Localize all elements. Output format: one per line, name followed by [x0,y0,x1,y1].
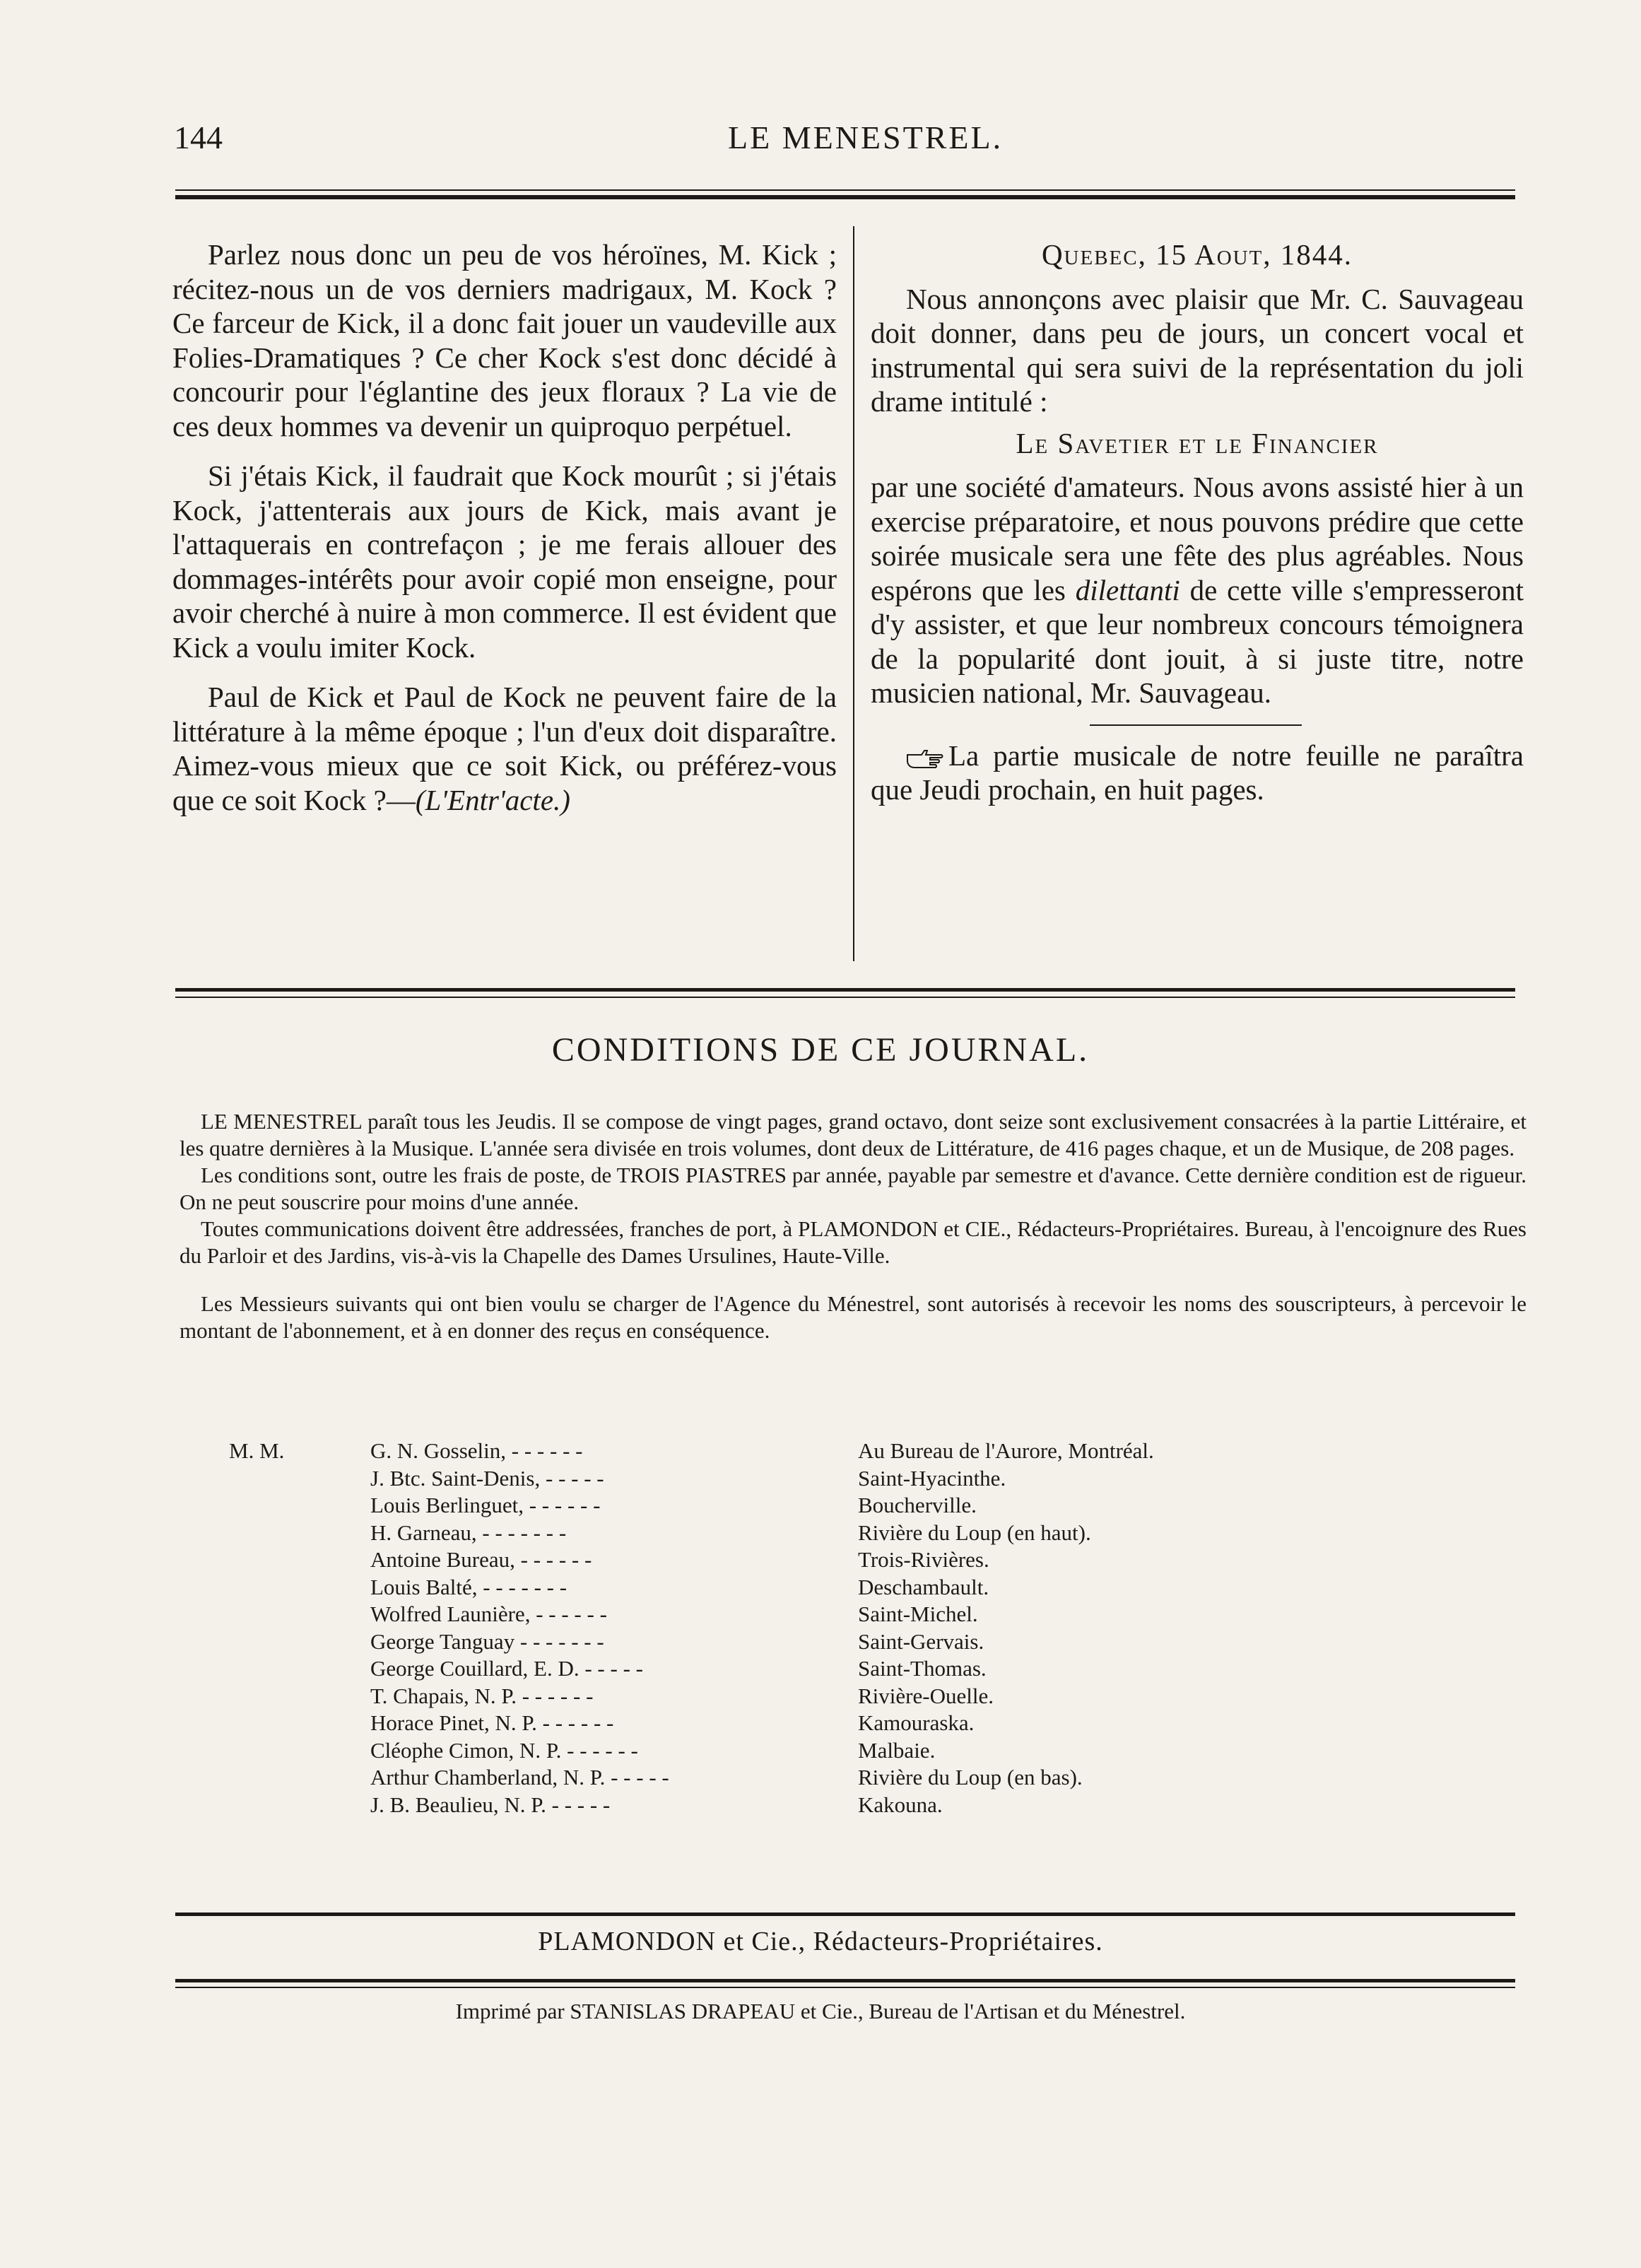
agent-name: G. N. Gosselin, - - - - - - [370,1438,583,1463]
agent-row [180,1628,1527,1656]
agent-name: Horace Pinet, N. P. - - - - - - [370,1710,614,1735]
agent-row [180,1465,1527,1493]
section-rule-thick [175,988,1515,992]
agent-location: Saint-Gervais. [858,1628,984,1654]
agent-location: Saint-Thomas. [858,1656,987,1681]
announcement: Nous annonçons avec plaisir que Mr. C. Sauvageau doit donner, dans peu de jours, un concert vocal et instrumental qui sera suivi de la représentation du joli drame intitulé : [871,282,1524,418]
agent-location: Deschambault. [858,1574,989,1599]
agent-row [180,1710,1527,1737]
agent-location: Trois-Rivières. [858,1547,989,1572]
agent-name: Cléophe Cimon, N. P. - - - - - - [370,1737,638,1763]
agent-location: Saint-Michel. [858,1602,978,1626]
agents-prefix: M. M. [229,1438,285,1463]
left-paragraph-text: Paul de Kick et Paul de Kock ne peuvent faire de la littérature à la même époque ; l'un d'eux doit disparaître. Aimez-vous mieux que ce soit Kick, ou préférez-vous que ce soit Kock ?— [172,681,837,816]
agent-row [180,1546,1527,1574]
agent-location: Rivière du Loup (en bas). [858,1765,1083,1790]
conditions-title: CONDITIONS DE CE JOURNAL. [551,1031,1090,1069]
agent-name: J. B. Beaulieu, N. P. - - - - - [370,1792,611,1817]
agent-name: George Tanguay - - - - - - - [370,1628,604,1654]
footer-rule-thin [175,1987,1515,1988]
source-citation: (L'Entr'acte.) [415,783,570,816]
music-notice-text: La partie musicale de notre feuille ne paraîtra que Jeudi prochain, en huit pages. [871,739,1524,806]
agent-name: Louis Berlinguet, - - - - - - [370,1493,601,1517]
agent-name: Antoine Bureau, - - - - - - [370,1547,592,1572]
agent-location: Rivière du Loup (en haut). [858,1520,1091,1545]
footer-rule-thick-2 [175,1979,1515,1982]
conditions-paragraph: LE MENESTREL paraît tous les Jeudis. Il se compose de vingt pages, grand octavo, dont seize sont exclusivement consacrées à la partie Littéraire, et les quatre dernières à la Musique. L'année sera divisée en trois volumes, dont deux de Littérature, de 416 pages chaque, et un de Musique, de 208 pages. [180,1109,1527,1161]
agent-row [180,1683,1527,1710]
publisher-line: PLAMONDON et Cie., Rédacteurs-Propriétaires. [538,1927,1103,1956]
review-italic: dilettanti [1075,573,1180,606]
agent-location: Au Bureau de l'Aurore, Montréal. [858,1438,1154,1463]
review-text-after: de cette ville s'empresseront d'y assister, et que leur nombreux concours témoignera de la popularité dont jouit, à si juste titre, notre musicien national, Mr. Sauvageau. [871,573,1524,709]
agent-row [180,1792,1527,1819]
column-divider [853,226,854,961]
agent-location: Rivière-Ouelle. [858,1683,994,1708]
left-column [172,237,837,817]
agent-name: T. Chapais, N. P. - - - - - - [370,1683,594,1708]
header-rule-thick [175,195,1515,199]
manicule-icon [906,748,944,769]
left-paragraph [172,680,837,817]
right-short-rule [1090,724,1302,726]
agent-location: Kamouraska. [858,1710,975,1735]
agent-name: Wolfred Launière, - - - - - - [370,1602,607,1626]
agent-row [180,1438,1527,1465]
music-notice [871,739,1524,807]
agent-row [180,1601,1527,1628]
agent-name: J. Btc. Saint-Denis, - - - - - [370,1465,604,1491]
section-rule-thin [175,997,1515,998]
agents-list [180,1438,1527,1818]
agent-name: George Couillard, E. D. - - - - - [370,1656,643,1681]
agent-row [180,1492,1527,1520]
page-number: 144 [174,119,223,155]
agent-location: Saint-Hyacinthe. [858,1465,1006,1491]
agent-row [180,1655,1527,1683]
conditions-block [180,1108,1527,1344]
dateline: Quebec, 15 Aout, 1844. [1041,238,1353,271]
play-title: Le Savetier et le Financier [1016,426,1379,459]
agent-location: Malbaie. [858,1737,936,1763]
review-text-before: par une société d'amateurs. Nous avons assisté hier à un exercise préparatoire, et nous pouvons prédire que cette soirée musicale sera une fête des plus agréables. Nous espérons que les [871,471,1524,606]
agent-row [180,1520,1527,1547]
agent-location: Boucherville. [858,1493,977,1517]
right-column [871,237,1524,807]
review-paragraph [871,470,1524,710]
agent-row [180,1574,1527,1602]
header-rule-thin [175,189,1515,191]
agent-location: Kakouna. [858,1792,943,1817]
footer-rule-thick [175,1912,1515,1916]
conditions-paragraph: Les conditions sont, outre les frais de poste, de TROIS PIASTRES par année, payable par semestre et d'avance. Cette dernière condition est de rigueur. On ne peut souscrire pour moins d'une année. [180,1163,1527,1214]
agent-name: H. Garneau, - - - - - - - [370,1520,567,1545]
left-paragraph: Parlez nous donc un peu de vos héroïnes, M. Kick ; récitez-nous un de vos derniers madrigaux, M. Kock ? Ce farceur de Kick, il a donc fait jouer un vaudeville aux Folies-Dramatiques ? Ce cher Kock s'est donc décidé à concourir pour l'églantine des jeux floraux ? La vie de ces deux hommes va devenir un quiproquo perpétuel. [172,238,837,442]
conditions-paragraph: Les Messieurs suivants qui ont bien voulu se charger de l'Agence du Ménestrel, sont autorisés à recevoir les noms des souscripteurs, à percevoir le montant de l'abonnement, et à en donner des reçus en conséquence. [180,1291,1527,1343]
conditions-paragraph: Toutes communications doivent être addressées, franches de port, à PLAMONDON et CIE., Rédacteurs-Propriétaires. Bureau, à l'encoignure des Rues du Parloir et des Jardins, vis-à-vis la Chapelle des Dames Ursulines, Haute-Ville. [180,1216,1527,1268]
printer-line: Imprimé par STANISLAS DRAPEAU et Cie., Bureau de l'Artisan et du Ménestrel. [455,1999,1186,2023]
agent-name: Louis Balté, - - - - - - - [370,1574,567,1599]
left-paragraph: Si j'étais Kick, il faudrait que Kock mourût ; si j'étais Kock, j'attenterais aux jours de Kick, mais avant je l'attaquerais en contrefaçon ; je me ferais allouer des dommages-intérêts pour avoir copié mon enseigne, pour avoir cherché à nuire à mon commerce. Il est évident que Kick a voulu imiter Kock. [172,459,837,664]
journal-title: LE MENESTREL. [728,119,1004,155]
agent-name: Arthur Chamberland, N. P. - - - - - [370,1765,669,1790]
agent-row [180,1737,1527,1765]
agent-row [180,1764,1527,1792]
